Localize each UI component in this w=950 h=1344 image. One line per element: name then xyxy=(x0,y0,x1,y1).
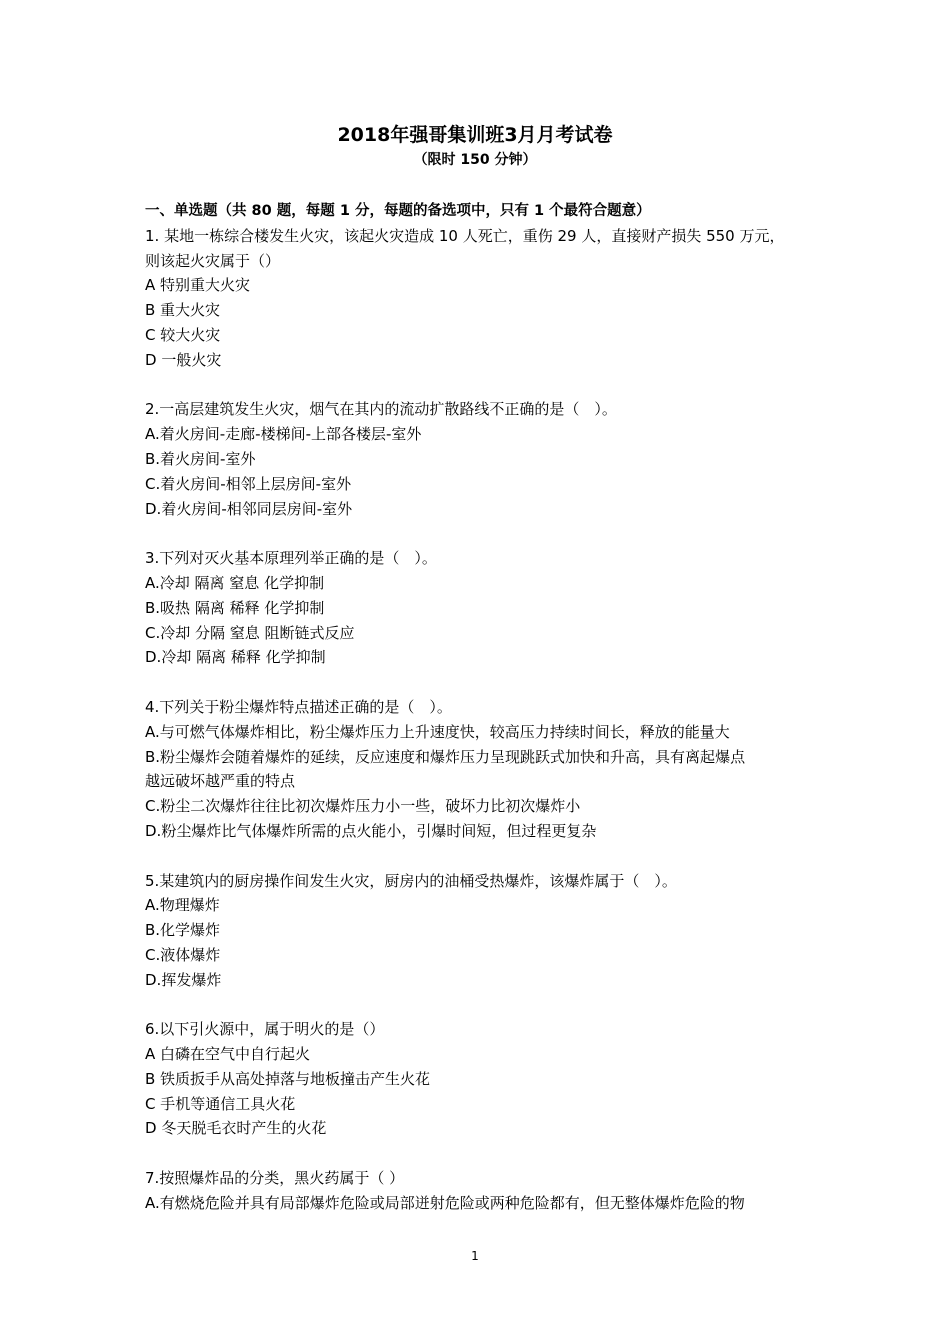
option-c: C.冷却 分隔 窒息 阻断链式反应 xyxy=(145,623,355,642)
option-a: A.物理爆炸 xyxy=(145,896,220,915)
option-a: A.冷却 隔离 窒息 化学抑制 xyxy=(145,573,325,592)
option-c: C 较大火灾 xyxy=(145,325,221,344)
spacer xyxy=(145,670,815,695)
option-b: B.粉尘爆炸会随着爆炸的延续，反应速度和爆炸压力呈现跳跃式加快和升高，具有离起爆点 xyxy=(145,747,746,766)
time-limit-subtitle: （限时 150 分钟） xyxy=(413,152,537,168)
option-d: D.粉尘爆炸比气体爆炸所需的点火能小，引爆时间短，但过程更复杂 xyxy=(145,821,597,840)
question-2 xyxy=(145,397,815,521)
option-a: A.与可燃气体爆炸相比，粉尘爆炸压力上升速度快，较高压力持续时间长，释放的能量大 xyxy=(145,722,730,741)
question-5 xyxy=(145,869,815,993)
option-c: C.粉尘二次爆炸往往比初次爆炸压力小一些，破坏力比初次爆炸小 xyxy=(145,797,581,816)
exam-title: 2018年强哥集训班3月月考试卷 xyxy=(337,124,613,146)
question-7 xyxy=(145,1166,815,1216)
section-heading: 一、单选题（共 80 题，每题 1 分，每题的备选项中，只有 1 个最符合题意） xyxy=(145,203,651,219)
question-stem: 则该起火灾属于（） xyxy=(145,251,281,270)
option-a: A.着火房间-走廊-楼梯间-上部各楼层-室外 xyxy=(145,425,422,444)
option-b-continued: 越远破坏越严重的特点 xyxy=(145,772,296,791)
option-d: D.冷却 隔离 稀释 化学抑制 xyxy=(145,648,326,667)
question-4 xyxy=(145,695,815,844)
spacer xyxy=(145,521,815,546)
option-d: D.挥发爆炸 xyxy=(145,970,222,989)
option-b: B 重大火灾 xyxy=(145,301,221,320)
spacer xyxy=(145,1141,815,1166)
option-b: B.着火房间-室外 xyxy=(145,449,256,468)
question-3 xyxy=(145,546,815,670)
question-stem: 5.某建筑内的厨房操作间发生火灾，厨房内的油桶受热爆炸，该爆炸属于（ ）。 xyxy=(145,871,677,890)
option-b: B 铁质扳手从高处掉落与地板撞击产生火花 xyxy=(145,1069,431,1088)
question-stem: 4.下列关于粉尘爆炸特点描述正确的是（ ）。 xyxy=(145,697,452,716)
question-stem: 7.按照爆炸品的分类，黑火药属于（ ） xyxy=(145,1169,405,1188)
option-c: C.液体爆炸 xyxy=(145,945,221,964)
option-d: D 冬天脱毛衣时产生的火花 xyxy=(145,1119,327,1138)
option-b: B.吸热 隔离 稀释 化学抑制 xyxy=(145,598,325,617)
question-stem: 6.以下引火源中，属于明火的是（） xyxy=(145,1020,385,1039)
spacer xyxy=(145,844,815,869)
option-c: C.着火房间-相邻上层房间-室外 xyxy=(145,474,352,493)
option-d: D.着火房间-相邻同层房间-室外 xyxy=(145,499,353,518)
option-a: A.有燃烧危险并具有局部爆炸危险或局部迸射危险或两种危险都有，但无整体爆炸危险的物 xyxy=(145,1193,745,1212)
option-b: B.化学爆炸 xyxy=(145,921,221,940)
exam-content xyxy=(145,199,815,1216)
option-d: D 一般火灾 xyxy=(145,350,222,369)
spacer xyxy=(145,993,815,1018)
option-a: A 特别重大火灾 xyxy=(145,276,251,295)
question-stem: 3.下列对灭火基本原理列举正确的是（ ）。 xyxy=(145,549,437,568)
question-stem: 1. 某地一栋综合楼发生火灾，该起火灾造成 10 人死亡，重伤 29 人，直接财产损失 550 万元， xyxy=(145,226,785,245)
question-1 xyxy=(145,224,815,373)
option-c: C 手机等通信工具火花 xyxy=(145,1094,296,1113)
spacer xyxy=(145,373,815,398)
question-stem: 2.一高层建筑发生火灾，烟气在其内的流动扩散路线不正确的是（ ）。 xyxy=(145,400,617,419)
question-6 xyxy=(145,1017,815,1141)
option-a: A 白磷在空气中自行起火 xyxy=(145,1045,311,1064)
page-number: 1 xyxy=(471,1249,479,1263)
